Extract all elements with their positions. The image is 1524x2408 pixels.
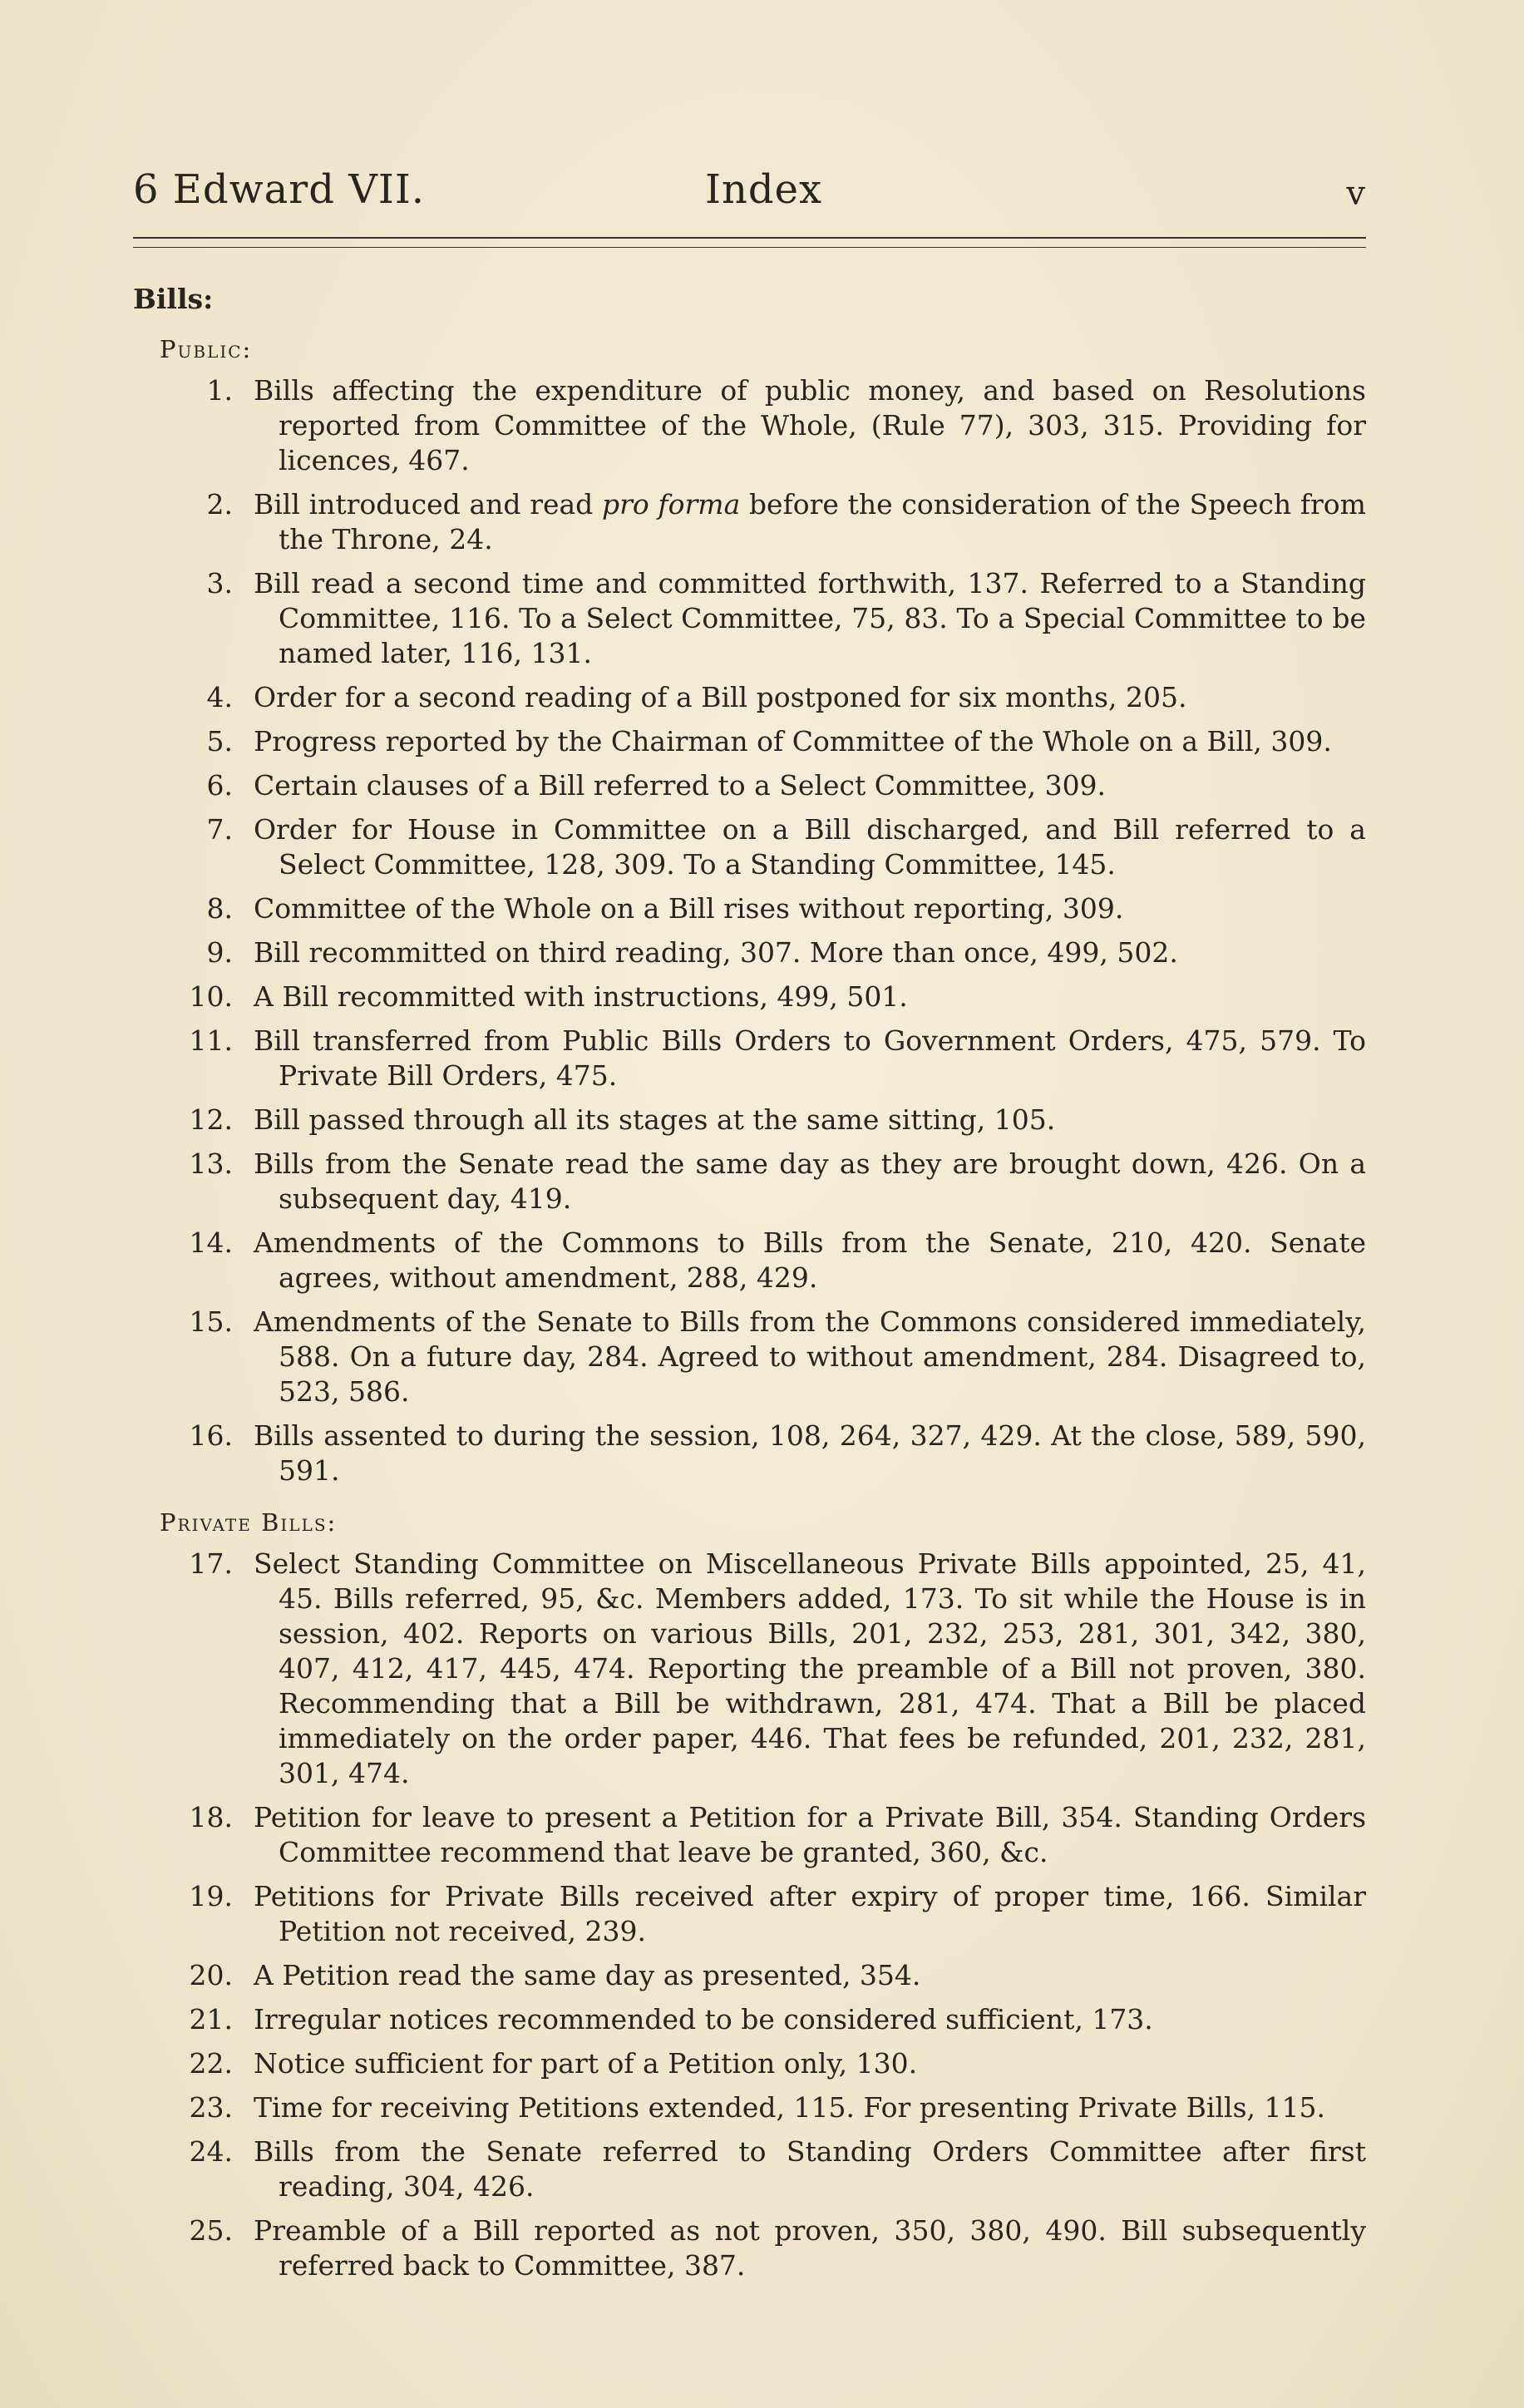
entry-text: Petition for leave to present a Petition for a Private Bill, 354. Standing Orders Committee recommend that leave be granted, 360, &c. — [254, 1801, 1366, 1868]
entry-text: Order for House in Committee on a Bill discharged, and Bill referred to a Select Committee, 128, 309. To a Standing Committee, 145. — [254, 813, 1366, 881]
entry-text: Select Standing Committee on Miscellaneous Private Bills appointed, 25, 41, 45. Bills referred, 95, &c. Members added, 173. To sit while the House is in session, 402. Reports on various Bills, 201, 232, 253, 281, 301, 342, 380, 407, 412, 417, 445, 474. Reporting the preamble of a Bill not proven, 380. Recommending that a Bill be withdrawn, 281, 474. That a Bill be placed immediately on the order paper, 446. That fees be refunded, 201, 232, 281, 301, 474. — [254, 1547, 1366, 1789]
entry-number: 11. — [189, 1024, 233, 1057]
entry-text: A Petition read the same day as presented, 354. — [254, 1959, 921, 1991]
entry-text: Bill recommitted on third reading, 307. More than once, 499, 502. — [254, 936, 1178, 969]
entry-number: 13. — [189, 1147, 233, 1180]
entry-number: 5. — [206, 725, 233, 757]
entry-text-part: before the consideration of the Speech from the Throne, 24. — [279, 488, 1366, 555]
entry-number: 14. — [189, 1226, 233, 1259]
entry-text: Amendments of the Commons to Bills from the Senate, 210, 420. Senate agrees, without amendment, 288, 429. — [254, 1226, 1366, 1294]
entry-text: Bills affecting the expenditure of public money, and based on Resolutions reported from Committee of the Whole, (Rule 77), 303, 315. Providing for licences, 467. — [254, 374, 1366, 476]
entry-number: 8. — [206, 892, 233, 925]
entry-text: Bill transferred from Public Bills Orders to Government Orders, 475, 579. To Private Bill Orders, 475. — [254, 1024, 1366, 1092]
entry-text: Irregular notices recommended to be considered sufficient, 173. — [254, 2003, 1153, 2035]
index-entry — [133, 566, 1366, 671]
entry-number: 4. — [206, 681, 233, 713]
entry-text: Certain clauses of a Bill referred to a Select Committee, 309. — [254, 769, 1107, 802]
entry-text: Preamble of a Bill reported as not proven, 350, 380, 490. Bill subsequently referred back to Committee, 387. — [254, 2214, 1366, 2282]
entry-number: 24. — [189, 2135, 233, 2168]
entry-number: 1. — [206, 374, 233, 407]
entry-number: 17. — [189, 1547, 233, 1580]
index-entry — [133, 891, 1366, 926]
entry-text: A Bill recommitted with instructions, 499, 501. — [254, 980, 908, 1013]
entry-number: 21. — [189, 2003, 233, 2035]
index-entry — [133, 680, 1366, 715]
entry-text: Amendments of the Senate to Bills from the Commons considered immediately, 588. On a future day, 284. Agreed to without amendment, 284. Disagreed to, 523, 586. — [254, 1305, 1366, 1408]
entry-number: 3. — [206, 567, 233, 600]
entry-number: 12. — [189, 1103, 233, 1136]
entry-text — [254, 487, 1366, 557]
entry-text-part: Bill introduced and read — [254, 488, 602, 521]
running-header — [133, 162, 1366, 220]
entry-number: 22. — [189, 2047, 233, 2080]
entry-text: Bills from the Senate read the same day as they are brought down, 426. On a subsequent day, 419. — [254, 1147, 1366, 1215]
header-regnal-year: 6 Edward VII. — [133, 166, 426, 213]
entry-text: Bills from the Senate referred to Standing Orders Committee after first reading, 304, 426. — [254, 2135, 1366, 2203]
entry-number: 25. — [189, 2214, 233, 2247]
entry-text: Order for a second reading of a Bill postponed for six months, 205. — [254, 681, 1187, 713]
index-entry — [133, 1024, 1366, 1093]
index-entry — [133, 724, 1366, 759]
entry-number: 23. — [189, 2091, 233, 2124]
index-entry — [133, 1958, 1366, 1993]
entry-number: 10. — [189, 980, 233, 1013]
entry-number: 2. — [206, 488, 233, 521]
entry-number: 16. — [189, 1419, 233, 1452]
index-entry — [133, 1147, 1366, 1216]
entry-number: 20. — [189, 1959, 233, 1991]
header-rule — [133, 237, 1366, 239]
index-entry — [133, 2002, 1366, 2037]
index-entry — [133, 1305, 1366, 1409]
page-number: v — [1346, 175, 1366, 213]
entry-number: 7. — [206, 813, 233, 846]
index-entry — [133, 1103, 1366, 1137]
header-title: Index — [705, 166, 823, 213]
entry-number: 6. — [206, 769, 233, 802]
entry-text: Bill read a second time and committed forthwith, 137. Referred to a Standing Committee, 116. To a Select Committee, 75, 83. To a Special Committee to be named later, 116, 131. — [254, 567, 1366, 669]
index-entry — [133, 768, 1366, 803]
index-entry — [133, 373, 1366, 478]
index-entry — [133, 2090, 1366, 2125]
index-entry — [133, 935, 1366, 970]
entry-text: Progress reported by the Chairman of Committee of the Whole on a Bill, 309. — [254, 725, 1332, 757]
entry-text: Notice sufficient for part of a Petition only, 130. — [254, 2047, 918, 2080]
index-entry — [133, 1547, 1366, 1791]
entry-text: Committee of the Whole on a Bill rises without reporting, 309. — [254, 892, 1124, 925]
index-entry — [133, 1800, 1366, 1870]
public-heading: Public: — [160, 335, 253, 363]
entry-text: Time for receiving Petitions extended, 115. For presenting Private Bills, 115. — [254, 2091, 1325, 2124]
index-entry — [133, 1226, 1366, 1295]
entry-number: 15. — [189, 1305, 233, 1338]
entry-italic-term: pro forma — [601, 488, 741, 521]
index-entry — [133, 2213, 1366, 2283]
index-entry — [133, 812, 1366, 882]
private-entries — [133, 1547, 1366, 2283]
private-heading: Private Bills: — [160, 1508, 338, 1537]
entry-text: Bills assented to during the session, 108, 264, 327, 429. At the close, 589, 590, 591. — [254, 1419, 1366, 1487]
header-rule-thin — [133, 247, 1366, 248]
index-entry — [133, 1419, 1366, 1488]
index-entry — [133, 979, 1366, 1014]
index-entry — [133, 2046, 1366, 2081]
index-entry — [133, 1879, 1366, 1949]
entry-text: Petitions for Private Bills received after expiry of proper time, 166. Similar Petition not received, 239. — [254, 1880, 1366, 1947]
public-entries — [133, 373, 1366, 1488]
section-title: Bills: — [133, 283, 214, 315]
entry-number: 9. — [206, 936, 233, 969]
entry-number: 19. — [189, 1880, 233, 1912]
entry-text: Bill passed through all its stages at the same sitting, 105. — [254, 1103, 1056, 1136]
entry-number: 18. — [189, 1801, 233, 1833]
index-entry — [133, 487, 1366, 557]
index-entry — [133, 2134, 1366, 2204]
